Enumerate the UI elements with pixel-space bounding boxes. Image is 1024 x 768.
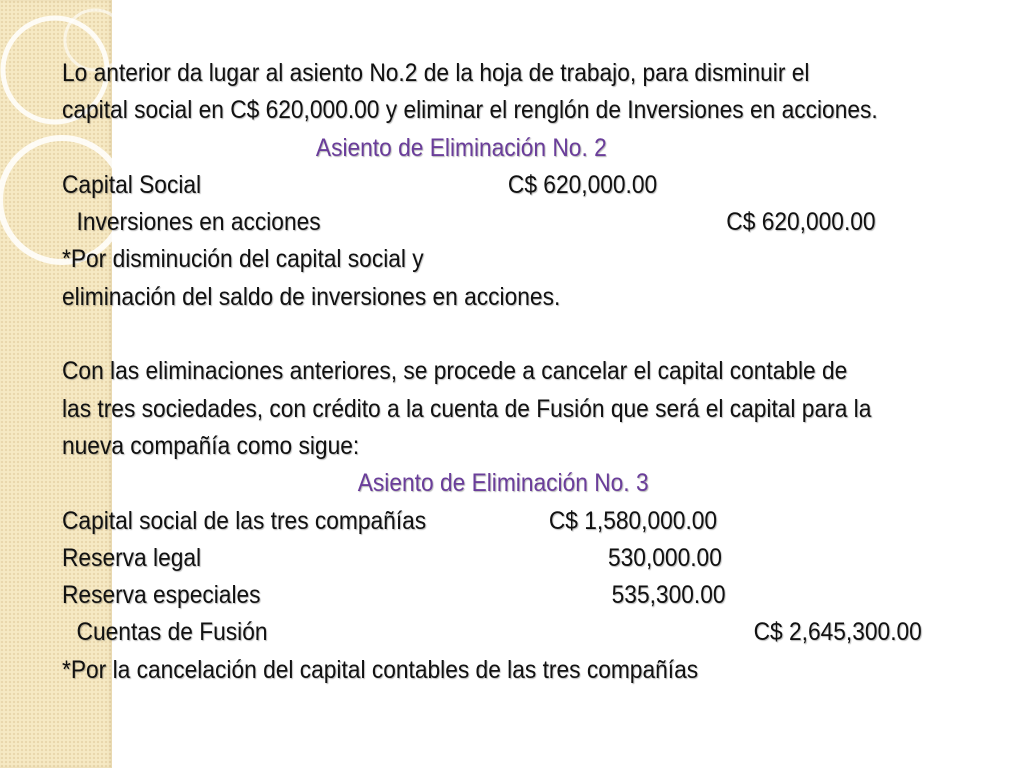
entry3-debit-row-3 bbox=[62, 577, 881, 614]
entry2-heading: Asiento de Eliminación No. 2 bbox=[315, 133, 607, 162]
entry2-credit-account: Inversiones en acciones bbox=[76, 208, 321, 237]
paragraph-2: Con las eliminaciones anteriores, se procede a cancelar el capital contable de las tres sociedades, con crédito a la cuenta de Fusión que será el capital para la nueva compañía como sigue: bbox=[62, 357, 872, 460]
slide-content bbox=[62, 55, 922, 689]
entry3-heading-row bbox=[62, 465, 881, 502]
entry2-note-text-2: eliminación del saldo de inversiones en acciones. bbox=[62, 282, 561, 311]
blank-line bbox=[62, 316, 881, 353]
intro-paragraph: Lo anterior da lugar al asiento No.2 de la hoja de trabajo, para disminuir el capital social en C$ 620,000.00 y eliminar el renglón de Inversiones en acciones. bbox=[62, 59, 878, 125]
entry2-heading-row bbox=[62, 130, 881, 167]
entry2-debit-amount: C$ 620,000.00 bbox=[507, 170, 658, 199]
entry2-credit-amount: C$ 620,000.00 bbox=[726, 208, 876, 237]
entry2-note-line-2 bbox=[62, 279, 881, 316]
entry3-debit-account: Reserva especiales bbox=[62, 581, 261, 610]
entry3-debit-row-1 bbox=[62, 503, 881, 540]
entry2-debit-account: Capital Social bbox=[62, 170, 202, 199]
entry2-credit-row bbox=[62, 204, 881, 241]
entry3-credit-account: Cuentas de Fusión bbox=[76, 618, 268, 647]
entry3-debit-amount: C$ 1,580,000.00 bbox=[548, 506, 718, 535]
entry3-debit-row-2 bbox=[62, 540, 881, 577]
entry3-credit-amount: C$ 2,645,300.00 bbox=[753, 618, 922, 647]
entry2-debit-row bbox=[62, 167, 881, 204]
entry3-debit-account: Reserva legal bbox=[62, 543, 202, 572]
entry3-credit-row bbox=[62, 614, 922, 651]
entry2-note-text-1: *Por disminución del capital social y bbox=[62, 245, 424, 274]
entry3-debit-amount: 535,300.00 bbox=[611, 581, 726, 610]
entry3-heading: Asiento de Eliminación No. 3 bbox=[357, 469, 649, 498]
entry2-note-line-1 bbox=[62, 241, 881, 278]
entry3-debit-amount: 530,000.00 bbox=[608, 543, 722, 572]
entry3-debit-account: Capital social de las tres compañías bbox=[62, 506, 427, 535]
entry3-note-line bbox=[62, 652, 881, 689]
entry3-note-text: *Por la cancelación del capital contables de las tres compañías bbox=[62, 655, 699, 684]
